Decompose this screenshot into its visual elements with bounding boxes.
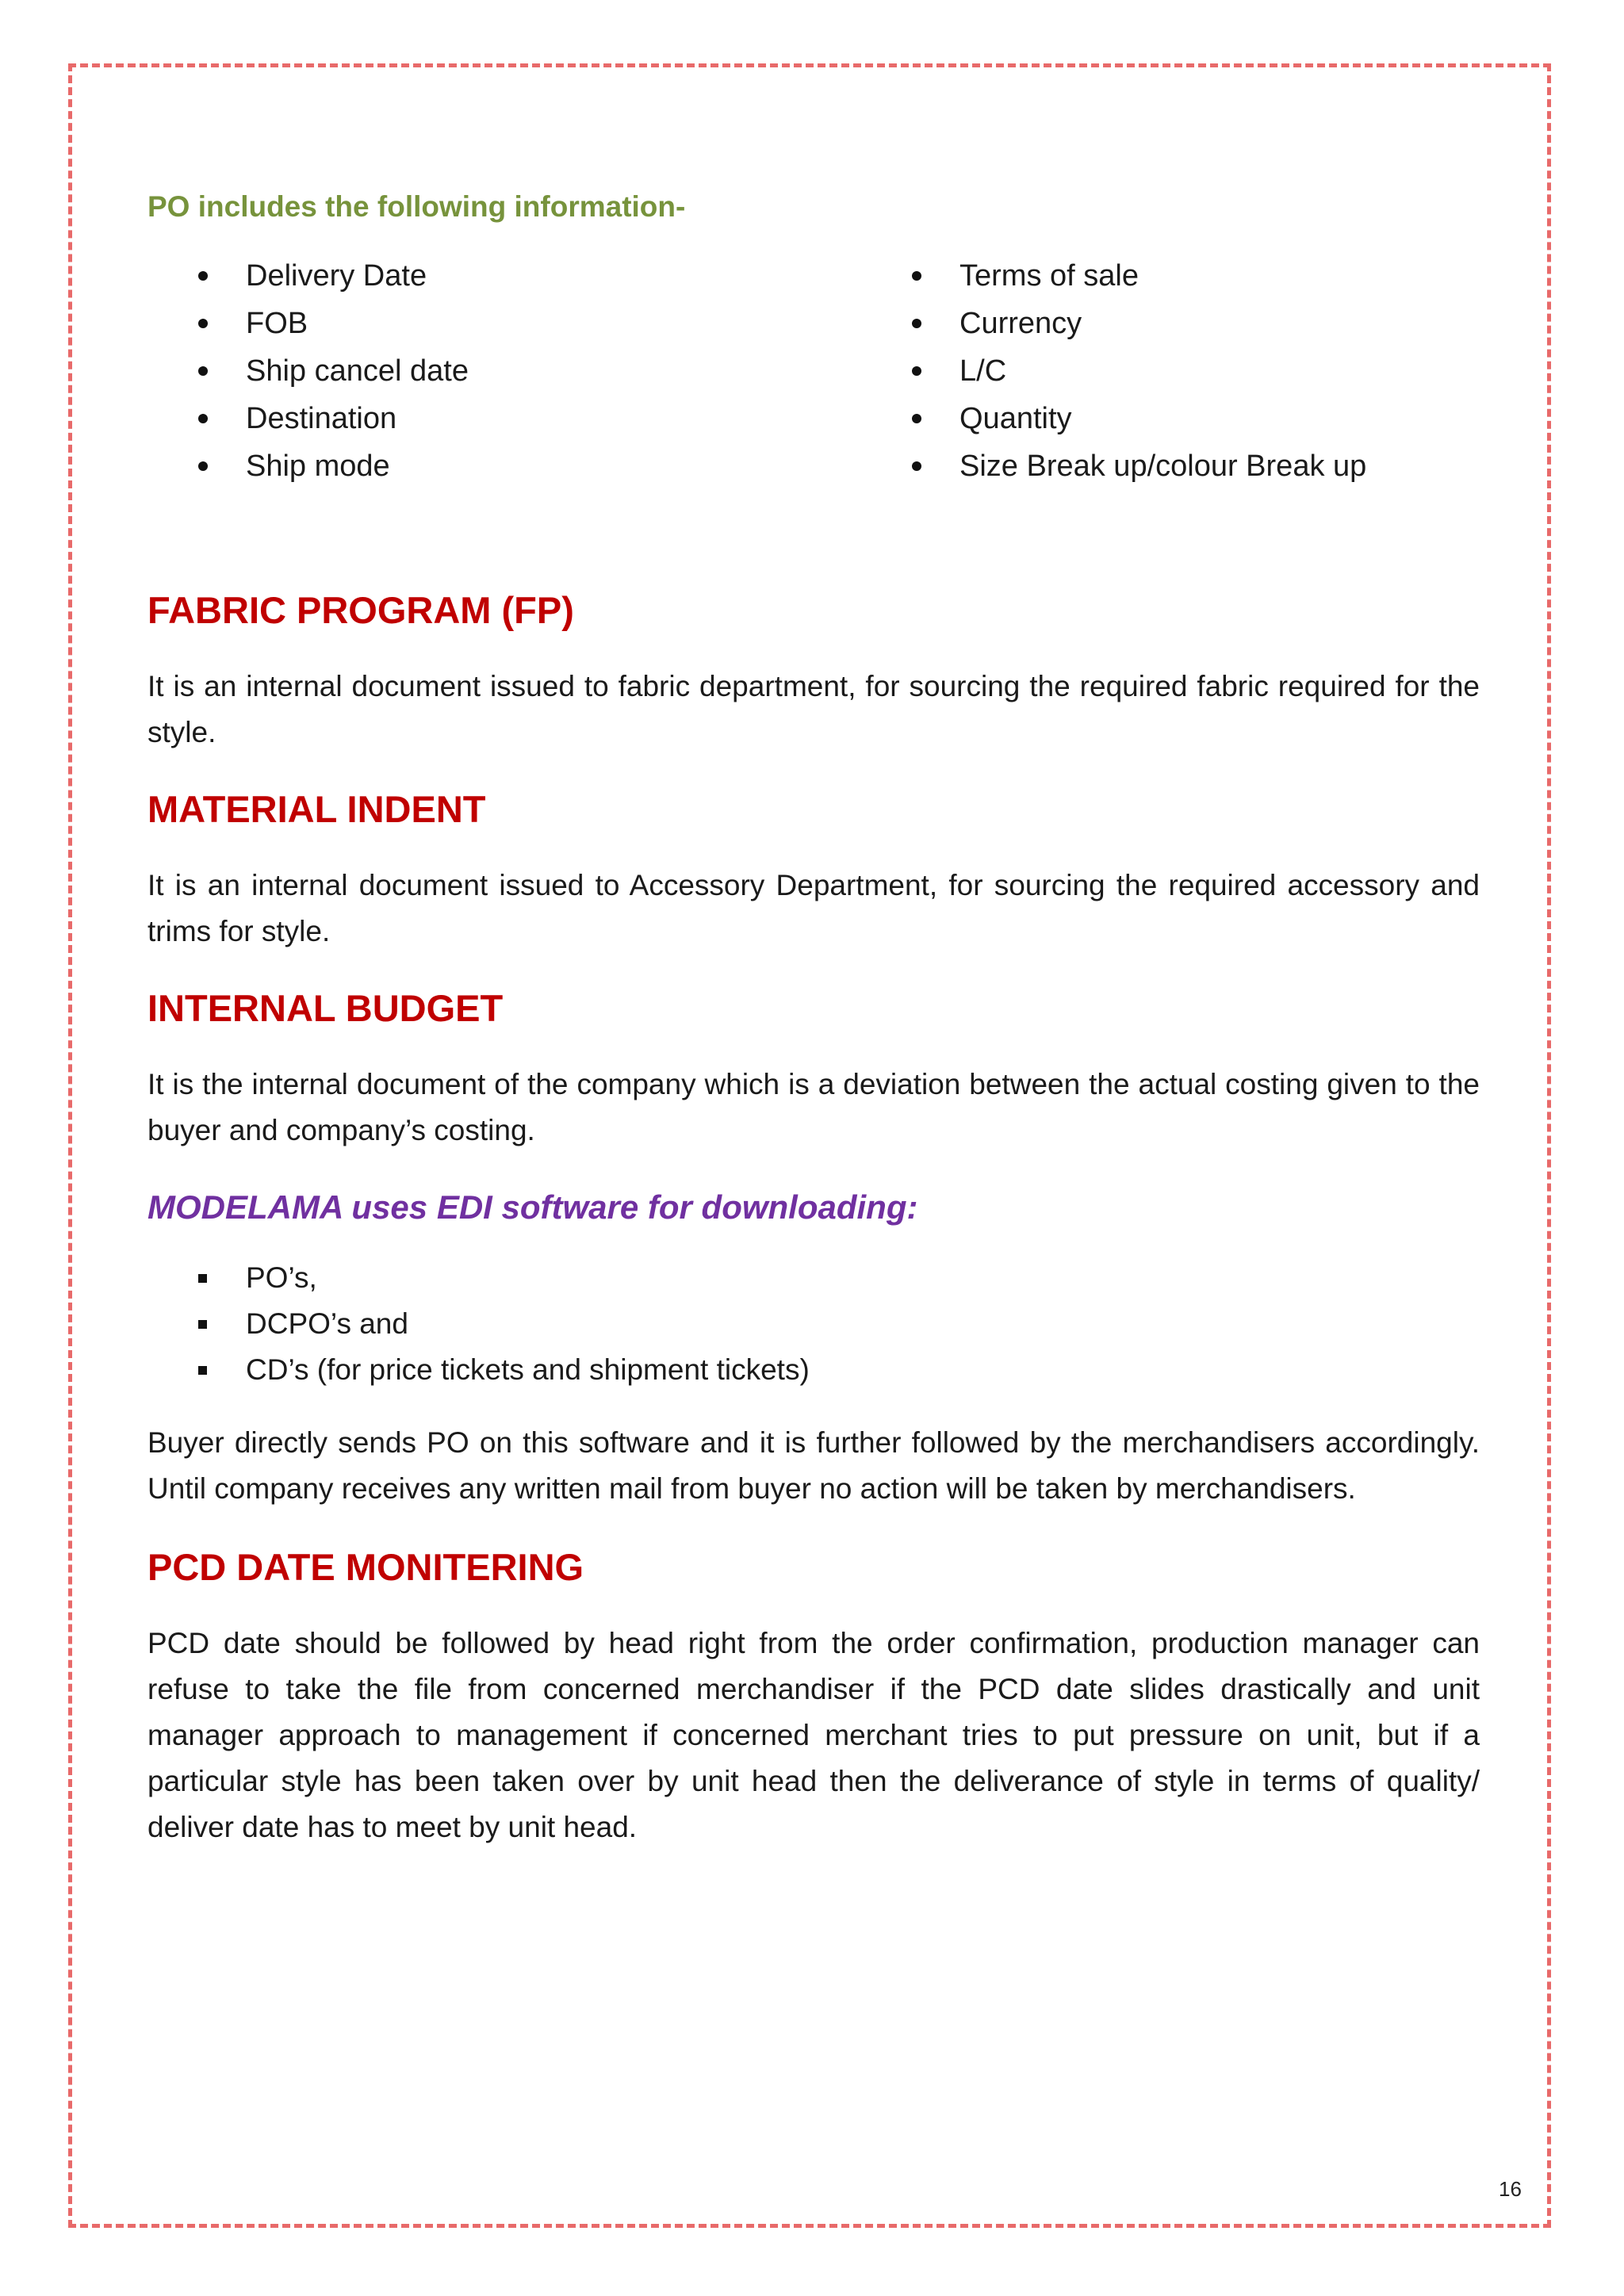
bullet-icon bbox=[198, 366, 208, 376]
bullet-icon bbox=[912, 271, 921, 281]
list-item bbox=[861, 395, 1480, 442]
bullet-icon bbox=[912, 319, 921, 328]
list-item bbox=[861, 347, 1480, 395]
edi-heading: MODELAMA uses EDI software for downloading: bbox=[147, 1188, 918, 1226]
bullet-icon bbox=[198, 319, 208, 328]
list-item bbox=[861, 300, 1480, 347]
po-info-lists bbox=[147, 252, 1480, 490]
internal-budget-text: It is the internal document of the company which is a deviation between the actual costing given to the buyer and company’s costing. bbox=[147, 1068, 1480, 1146]
bullet-icon bbox=[198, 414, 208, 423]
list-item-text: DCPO’s and bbox=[246, 1307, 408, 1340]
list-item-text: Delivery Date bbox=[246, 259, 427, 293]
list-item-text: PO’s, bbox=[246, 1261, 317, 1294]
fabric-program-text: It is an internal document issued to fabric department, for sourcing the required fabric required for the style. bbox=[147, 670, 1480, 748]
list-item bbox=[861, 252, 1480, 300]
list-item bbox=[861, 442, 1480, 490]
list-item-text: Terms of sale bbox=[959, 259, 1139, 293]
list-item-text: Quantity bbox=[959, 402, 1072, 435]
po-info-right-column bbox=[861, 252, 1480, 490]
list-item-text: Currency bbox=[959, 307, 1082, 340]
edi-list bbox=[147, 1255, 1480, 1393]
fabric-program-heading: FABRIC PROGRAM (FP) bbox=[147, 589, 574, 631]
bullet-icon bbox=[198, 271, 208, 281]
list-item-text: Destination bbox=[246, 402, 397, 435]
page-number: 16 bbox=[1499, 2177, 1522, 2201]
bullet-icon bbox=[912, 414, 921, 423]
list-item bbox=[147, 347, 861, 395]
list-item bbox=[147, 1301, 1480, 1347]
list-item bbox=[147, 1347, 1480, 1393]
pcd-heading: PCD DATE MONITERING bbox=[147, 1546, 584, 1588]
po-info-left-column bbox=[147, 252, 861, 490]
list-item bbox=[147, 442, 861, 490]
list-item-text: L/C bbox=[959, 354, 1007, 388]
list-item-text: CD’s (for price tickets and shipment tickets) bbox=[246, 1353, 810, 1386]
square-bullet-icon bbox=[198, 1274, 207, 1283]
edi-text: Buyer directly sends PO on this software and it is further followed by the merchandisers accordingly. Until company receives any written mail from buyer no action will be taken by merchandisers. bbox=[147, 1426, 1480, 1505]
list-item bbox=[147, 1255, 1480, 1301]
pcd-text: PCD date should be followed by head right from the order confirmation, production manager can refuse to take the file from concerned merchandiser if the PCD date slides drastically and unit manager approach to management if concerned merchant tries to put pressure on unit, but if a particular style has been taken over by unit head then the deliverance of style in terms of quality/ deliver date has to meet by unit head. bbox=[147, 1627, 1480, 1843]
page-content bbox=[147, 190, 1480, 1850]
internal-budget-heading: INTERNAL BUDGET bbox=[147, 987, 504, 1029]
po-info-title: PO includes the following information- bbox=[147, 190, 686, 223]
list-item-text: FOB bbox=[246, 307, 308, 340]
list-item bbox=[147, 395, 861, 442]
list-item-text: Ship cancel date bbox=[246, 354, 469, 388]
bullet-icon bbox=[198, 461, 208, 471]
square-bullet-icon bbox=[198, 1320, 207, 1329]
material-indent-text: It is an internal document issued to Accessory Department, for sourcing the required accessory and trims for style. bbox=[147, 869, 1480, 947]
square-bullet-icon bbox=[198, 1366, 207, 1375]
list-item-text: Size Break up/colour Break up bbox=[959, 450, 1367, 483]
list-item bbox=[147, 300, 861, 347]
material-indent-heading: MATERIAL INDENT bbox=[147, 788, 486, 830]
bullet-icon bbox=[912, 366, 921, 376]
bullet-icon bbox=[912, 461, 921, 471]
list-item-text: Ship mode bbox=[246, 450, 390, 483]
list-item bbox=[147, 252, 861, 300]
